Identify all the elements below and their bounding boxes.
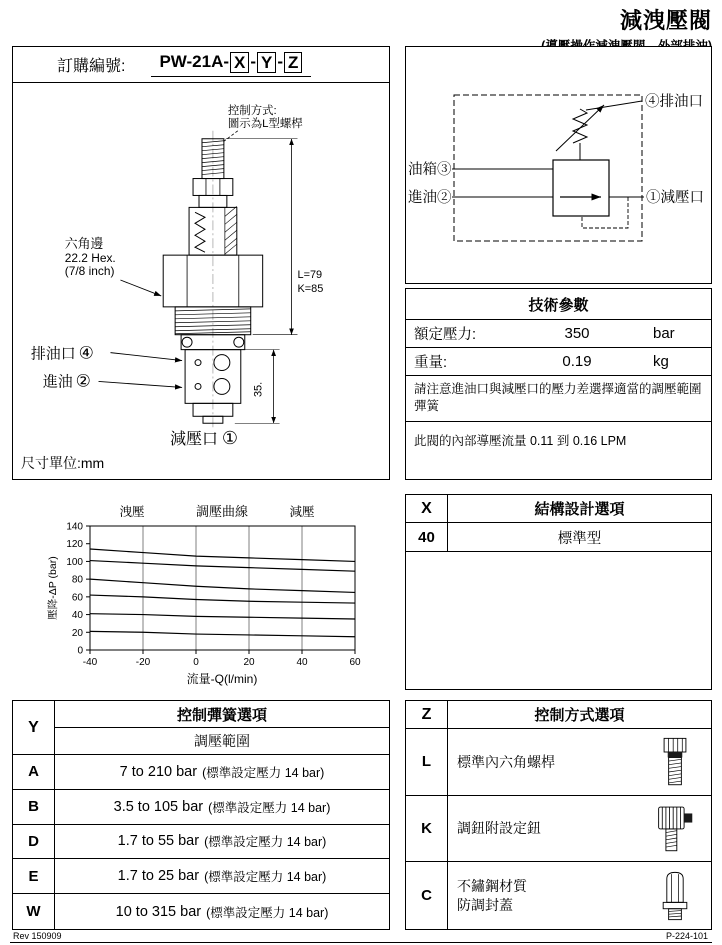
specs-note-pilot-flow: 此閥的內部導壓流量 0.11 到 0.16 LPM	[414, 433, 627, 448]
x-tick-label: 20	[243, 657, 255, 668]
chart-canvas	[10, 486, 395, 696]
order-code-x: X	[230, 52, 249, 74]
chart-label-relief: 洩壓	[119, 505, 145, 519]
dimension-nose	[235, 350, 280, 424]
hydraulic-symbol-diagram	[406, 47, 711, 283]
control-note-line2: 圖示為L型螺桿	[227, 117, 303, 130]
svg-text:排油口④	[31, 344, 94, 363]
y-option-code: D	[13, 825, 55, 860]
z-option-code: L	[406, 729, 448, 795]
y-options-title: 控制彈簧選項	[55, 701, 389, 728]
specs-note-spring: 請注意進油口與減壓口的壓力差選擇適當的調壓範圍彈簧	[406, 376, 711, 422]
y-tick-label: 20	[71, 627, 83, 639]
x-option-label: 標準型	[557, 530, 602, 547]
chart-series-curve-20	[90, 631, 355, 636]
x-tick-label: -40	[82, 657, 98, 668]
y-tick-label: 0	[77, 645, 83, 657]
spring-range: 7 to 210 bar	[119, 763, 198, 780]
order-code-prefix: PW-21A-	[159, 52, 230, 72]
spec-label: 額定壓力:	[414, 327, 477, 343]
spring-note: (標準設定壓力 14 bar)	[206, 905, 329, 920]
z-option-label: 標準內六角螺桿	[457, 753, 555, 770]
drain-port-number: ④	[78, 343, 94, 363]
internal-spring	[195, 212, 205, 252]
z-options-title: 控制方式選項	[534, 707, 625, 724]
z-options-rows	[406, 729, 711, 929]
page-title: 減洩壓閥	[619, 8, 712, 33]
x-tick-label: 0	[193, 657, 199, 668]
spec-label: 重量:	[414, 355, 448, 371]
x-tick-label: 40	[296, 657, 308, 668]
y-tick-label: 140	[66, 521, 83, 533]
inlet-port-label	[43, 371, 182, 390]
spring-note: (標準設定壓力 14 bar)	[208, 800, 331, 815]
reduced-port-number: ①	[221, 428, 238, 449]
spec-row-pressure	[406, 320, 711, 348]
dim-nose-label: 35.	[252, 381, 265, 398]
specs-title: 技術參數	[406, 289, 711, 320]
inlet-port-number: ②	[75, 371, 91, 391]
z-option-row-c	[406, 862, 711, 929]
dim-l-label: L=79	[297, 269, 323, 282]
pressure-curve-chart	[10, 486, 395, 696]
spring-range: 10 to 315 bar	[115, 903, 202, 920]
y-option-row	[55, 825, 389, 860]
y-option-code: W	[13, 894, 55, 929]
spring-note: (標準設定壓力 14 bar)	[204, 870, 327, 885]
y-options-box	[12, 700, 390, 930]
valve-drawing-box	[12, 82, 390, 480]
order-number-box	[12, 46, 390, 83]
z-options-header	[406, 701, 711, 729]
control-type-callout	[222, 103, 303, 143]
z-option-row-l	[406, 729, 711, 796]
hex-label-line3: (7/8 inch)	[64, 264, 115, 279]
footer-doc-number: P-224-101	[665, 931, 708, 941]
y-tick-label: 60	[71, 592, 83, 604]
y-option-row	[55, 755, 389, 790]
z-option-label-line2: 防調封蓋	[457, 896, 513, 913]
x-options-title: 結構設計選項	[534, 501, 625, 518]
order-code-sep1: -	[250, 52, 257, 72]
y-option-code: A	[13, 755, 55, 790]
y-option-code: B	[13, 790, 55, 825]
x-options-box	[405, 494, 712, 690]
spring-range: 3.5 to 105 bar	[113, 798, 204, 815]
order-code-z: Z	[284, 52, 302, 74]
reduced-port-label	[170, 428, 238, 448]
spring-note: (標準設定壓力 14 bar)	[204, 835, 327, 850]
footer-rule	[10, 942, 712, 943]
order-code-sep2: -	[277, 52, 284, 72]
y-tick-label: 120	[66, 539, 83, 551]
spec-value: 350	[564, 325, 590, 342]
hydraulic-schematic-box	[405, 46, 712, 284]
chart-ylabel: 壓降-ΔP (bar)	[47, 556, 59, 620]
unit-note: 尺寸單位:mm	[21, 455, 105, 471]
drain-line	[586, 101, 642, 110]
spec-row-weight	[406, 348, 711, 376]
z-option-code: C	[406, 862, 448, 929]
valve-symbol	[553, 160, 609, 216]
dimension-lk	[226, 139, 323, 335]
control-note-line1: 控制方式:	[227, 104, 277, 117]
chart-xlabel: 流量-Q(l/min)	[186, 672, 258, 686]
y-tick-label: 40	[71, 610, 83, 622]
hex-label-line1: 六角邊	[64, 236, 104, 252]
y-option-code: E	[13, 859, 55, 894]
schematic-port4-label: ④排油口	[645, 94, 703, 110]
drain-port-hole	[214, 355, 230, 371]
order-code	[151, 52, 311, 78]
inlet-port-hole	[214, 378, 230, 394]
x-tick-label: 60	[349, 657, 361, 668]
y-options-key: Y	[13, 701, 55, 755]
z-option-label: 調鈕附設定鈕	[457, 820, 541, 837]
y-options-table	[13, 701, 389, 929]
z-option-code: K	[406, 796, 448, 862]
chart-series-curve-115	[90, 549, 355, 561]
y-option-row	[55, 859, 389, 894]
chart-series-curve-40	[90, 614, 355, 619]
adjust-knob-icon	[639, 796, 711, 862]
y-options-subtitle: 調壓範圍	[55, 728, 389, 755]
hex-socket-screw-icon	[639, 729, 711, 795]
schematic-envelope	[454, 95, 642, 241]
x-options-key: X	[406, 495, 448, 522]
drain-port-label	[31, 344, 182, 363]
x-tick-label: -20	[135, 657, 151, 668]
spring-note: (標準設定壓力 14 bar)	[202, 765, 325, 780]
x-option-code: 40	[406, 523, 448, 551]
z-option-row-k	[406, 796, 711, 863]
spec-unit: bar	[653, 325, 675, 342]
z-option-label-line1: 不鏽鋼材質	[457, 878, 527, 895]
reduced-port-text: 減壓口	[170, 431, 218, 449]
hex-label-line2: 22.2 Hex.	[64, 251, 116, 266]
y-tick-label: 100	[66, 556, 83, 568]
chart-series-curve-60	[90, 595, 355, 603]
svg-text:減壓口①	[170, 428, 238, 448]
schematic-port3-label: 油箱③	[408, 162, 452, 178]
x-option-row	[406, 523, 711, 552]
chart-series-curve-80	[90, 579, 355, 592]
spring-range: 1.7 to 25 bar	[117, 868, 200, 885]
y-tick-label: 80	[71, 574, 83, 586]
y-option-row	[55, 894, 389, 929]
pilot-line	[582, 197, 628, 228]
hex-size-label	[65, 236, 161, 296]
spring-range: 1.7 to 55 bar	[117, 833, 200, 850]
dim-k-label: K=85	[297, 282, 324, 295]
y-option-row	[55, 790, 389, 825]
footer-revision: Rev 150909	[13, 931, 62, 941]
tech-specs-box	[405, 288, 712, 480]
order-number-label: 訂購編號:	[57, 58, 126, 75]
spec-unit: kg	[653, 353, 669, 370]
order-code-y: Y	[257, 52, 276, 74]
x-options-header	[406, 495, 711, 523]
schematic-port2-label: 進油②	[408, 190, 452, 206]
drain-port-text: 排油口	[30, 345, 76, 363]
chart-title: 調壓曲線	[195, 504, 249, 519]
spec-value: 0.19	[562, 353, 592, 370]
tamper-proof-cap-icon	[639, 862, 711, 929]
svg-text:進油②	[43, 371, 91, 390]
z-options-key: Z	[406, 701, 448, 728]
chart-series-curve-100	[90, 561, 355, 572]
inlet-port-text: 進油	[42, 373, 73, 391]
valve-cross-section-drawing	[13, 83, 389, 479]
chart-label-reduce: 減壓	[289, 505, 315, 519]
schematic-port1-label: ①減壓口	[646, 190, 704, 206]
z-options-box	[405, 700, 712, 930]
